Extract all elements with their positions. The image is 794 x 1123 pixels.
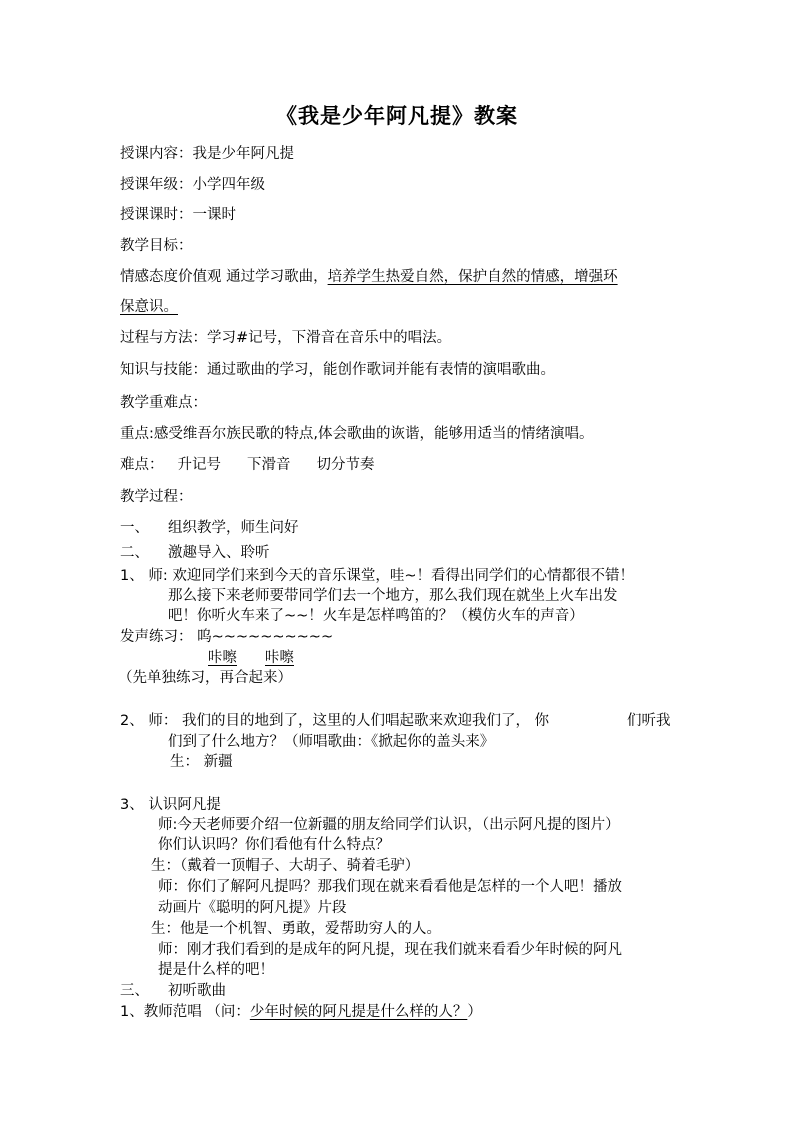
process-heading: 教学过程： xyxy=(120,489,193,505)
goals-heading: 教学目标： xyxy=(120,238,193,254)
goal-knowledge: 知识与技能：通过歌曲的学习，能创作歌词并能有表情的演唱歌曲。 xyxy=(120,362,555,378)
focus-difficult xyxy=(120,455,375,475)
section-2-number: 二、 xyxy=(120,545,149,561)
goal-emotion-line2: 保意识。 xyxy=(120,299,178,315)
kacha-1: 咔嚓 xyxy=(208,650,237,666)
goal-emotion-underlined: 培养学生热爱自然，保护自然的情感，增强环 xyxy=(327,269,618,285)
para-4-suffix: ） xyxy=(467,1004,482,1020)
para-3-student-2: 生：他是一个机智、勇敢，爱帮助穷人的人。 xyxy=(151,921,441,937)
kacha-2: 咔嚓 xyxy=(265,650,294,666)
para-3-teacher-3b: 提是什么样的吧！ xyxy=(158,962,274,978)
difficult-2: 下滑音 xyxy=(247,457,291,473)
focus-key-point: 重点:感受维吾尔族民歌的特点,体会歌曲的诙谐，能够用适当的情绪演唱。 xyxy=(120,426,594,442)
section-2-title: 激趣导入、聆听 xyxy=(168,545,270,561)
section-1-number: 一、 xyxy=(120,520,149,536)
practice-note: （先单独练习，再合起来） xyxy=(118,670,292,686)
difficult-label: 难点： xyxy=(120,457,164,473)
para-3-teacher-1a: 师:今天老师要介绍一位新疆的朋友给同学们认识，（出示阿凡提的图片） xyxy=(158,817,620,833)
para-1-line-3: 吧！你听火车来了~~！火车是怎样鸣笛的？（模仿火车的声音） xyxy=(168,608,584,624)
para-3-teacher-1b: 你们认识吗？你们看他有什么特点？ xyxy=(158,837,390,853)
para-4-question: 少年时候的阿凡提是什么样的人？ xyxy=(249,1004,468,1020)
goal-emotion-prefix: 情感态度价值观 通过学习歌曲， xyxy=(120,269,328,285)
para-2-line-1b: 们听我 xyxy=(627,713,671,729)
section-3-number: 三、 xyxy=(120,983,149,999)
course-grade: 授课年级：小学四年级 xyxy=(120,177,265,193)
goal-process: 过程与方法：学习#记号，下滑音在音乐中的唱法。 xyxy=(120,330,452,346)
para-2-line-1a: 2、 师： 我们的目的地到了，这里的人们唱起歌来欢迎我们了， 你 xyxy=(120,713,550,729)
goal-emotion xyxy=(120,267,618,287)
difficult-3: 切分节奏 xyxy=(316,457,375,473)
para-3-student-1: 生：（戴着一顶帽子、大胡子、骑着毛驴） xyxy=(151,858,420,874)
section-3-title: 初听歌曲 xyxy=(168,983,226,999)
para-3-teacher-2b: 动画片《聪明的阿凡提》片段 xyxy=(158,900,347,916)
para-1-line-2: 那么接下来老师要带同学们去一个地方，那么我们现在就坐上火车出发 xyxy=(168,588,618,604)
focus-heading: 教学重难点： xyxy=(120,395,207,411)
para-2-line-2: 们到了什么地方？（师唱歌曲：《掀起你的盖头来》 xyxy=(168,734,495,750)
para-3-heading: 3、 认识阿凡提 xyxy=(120,797,221,813)
difficult-1: 升记号 xyxy=(177,457,221,473)
course-hours: 授课课时：一课时 xyxy=(120,207,236,223)
section-1-title: 组织教学，师生问好 xyxy=(168,520,299,536)
para-1-line-1: 1、 师: 欢迎同学们来到今天的音乐课堂，哇~！看得出同学们的心情都很不错！ xyxy=(120,568,634,584)
para-2-line-3: 生： 新疆 xyxy=(170,754,233,770)
para-3-teacher-2a: 师：你们了解阿凡提吗？那我们现在就来看看他是怎样的一个人吧！播放 xyxy=(158,879,622,895)
para-4-line xyxy=(120,1002,482,1022)
course-content: 授课内容：我是少年阿凡提 xyxy=(120,146,294,162)
sound-practice: 发声练习： 呜~~~~~~~~~~ xyxy=(120,629,334,645)
para-3-teacher-3a: 师：刚才我们看到的是成年的阿凡提，现在我们就来看看少年时候的阿凡 xyxy=(158,942,622,958)
page-title: 《我是少年阿凡提》教案 xyxy=(276,103,518,128)
para-4-prefix: 1、教师范唱 （问： xyxy=(120,1004,250,1020)
